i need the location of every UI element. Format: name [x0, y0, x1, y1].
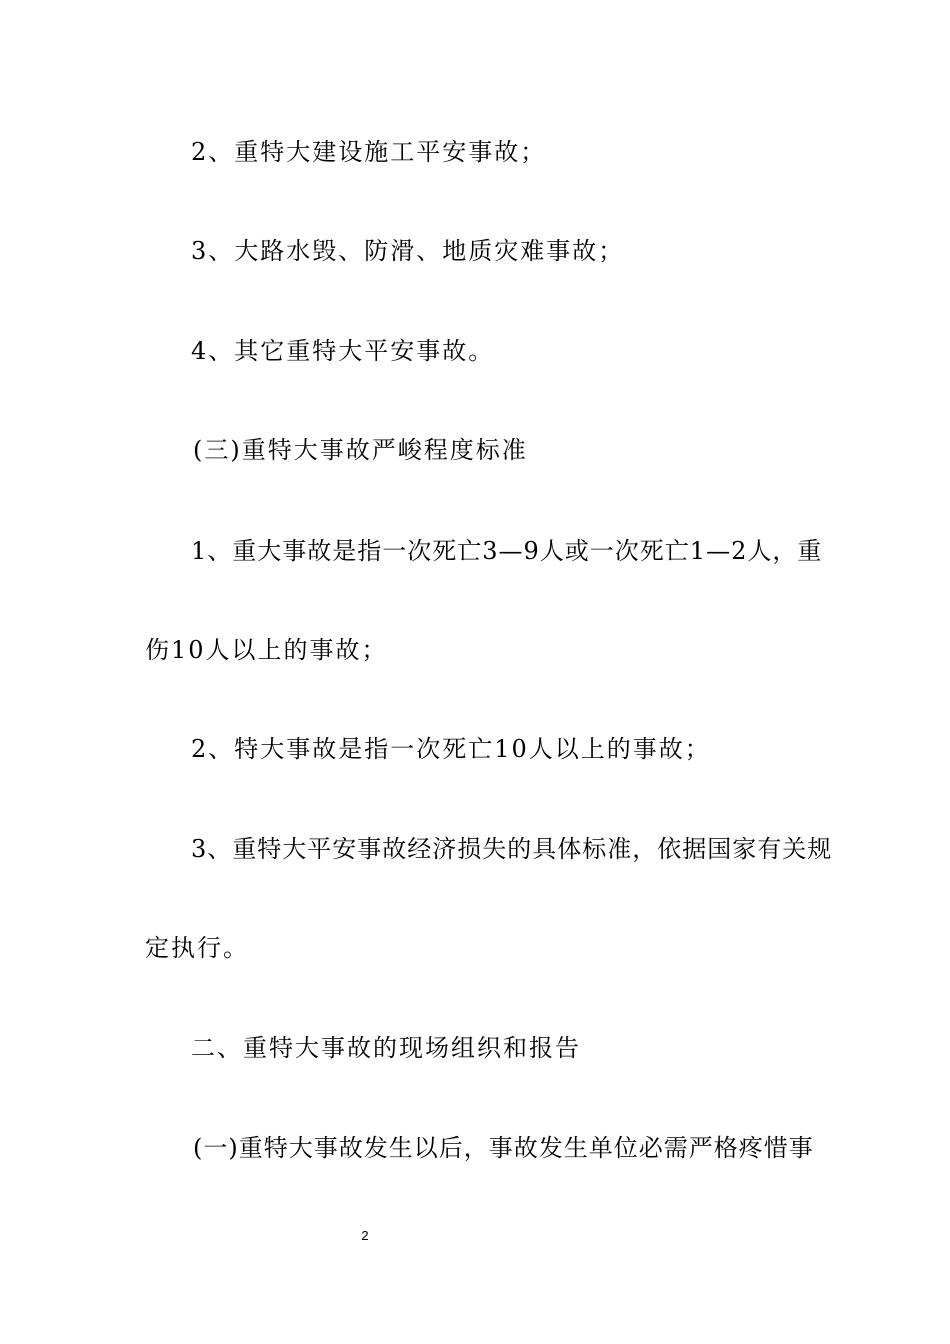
text-line: 3、重特大平安事故经济损失的具体标准，依据国家有关规 [191, 835, 833, 863]
text-line: 定执行。 [145, 934, 249, 962]
section-heading: 二、重特大事故的现场组织和报告 [191, 1034, 581, 1062]
text-line: 2、特大事故是指一次死亡10人以上的事故； [191, 735, 711, 763]
text-line: 1、重大事故是指一次死亡3—9人或一次死亡1—2人，重 [191, 537, 823, 565]
text-line: 2、重特大建设施工平安事故； [191, 138, 547, 166]
text-line: 伤10人以上的事故； [145, 636, 388, 664]
text-line: 3、大路水毁、防滑、地质灾难事故； [191, 237, 625, 265]
page-number: 2 [361, 1228, 369, 1243]
text-line: 4、其它重特大平安事故。 [191, 337, 495, 365]
text-line: (一)重特大事故发生以后，事故发生单位必需严格疼惜事 [193, 1134, 814, 1162]
section-heading: (三)重特大事故严峻程度标准 [193, 436, 528, 464]
